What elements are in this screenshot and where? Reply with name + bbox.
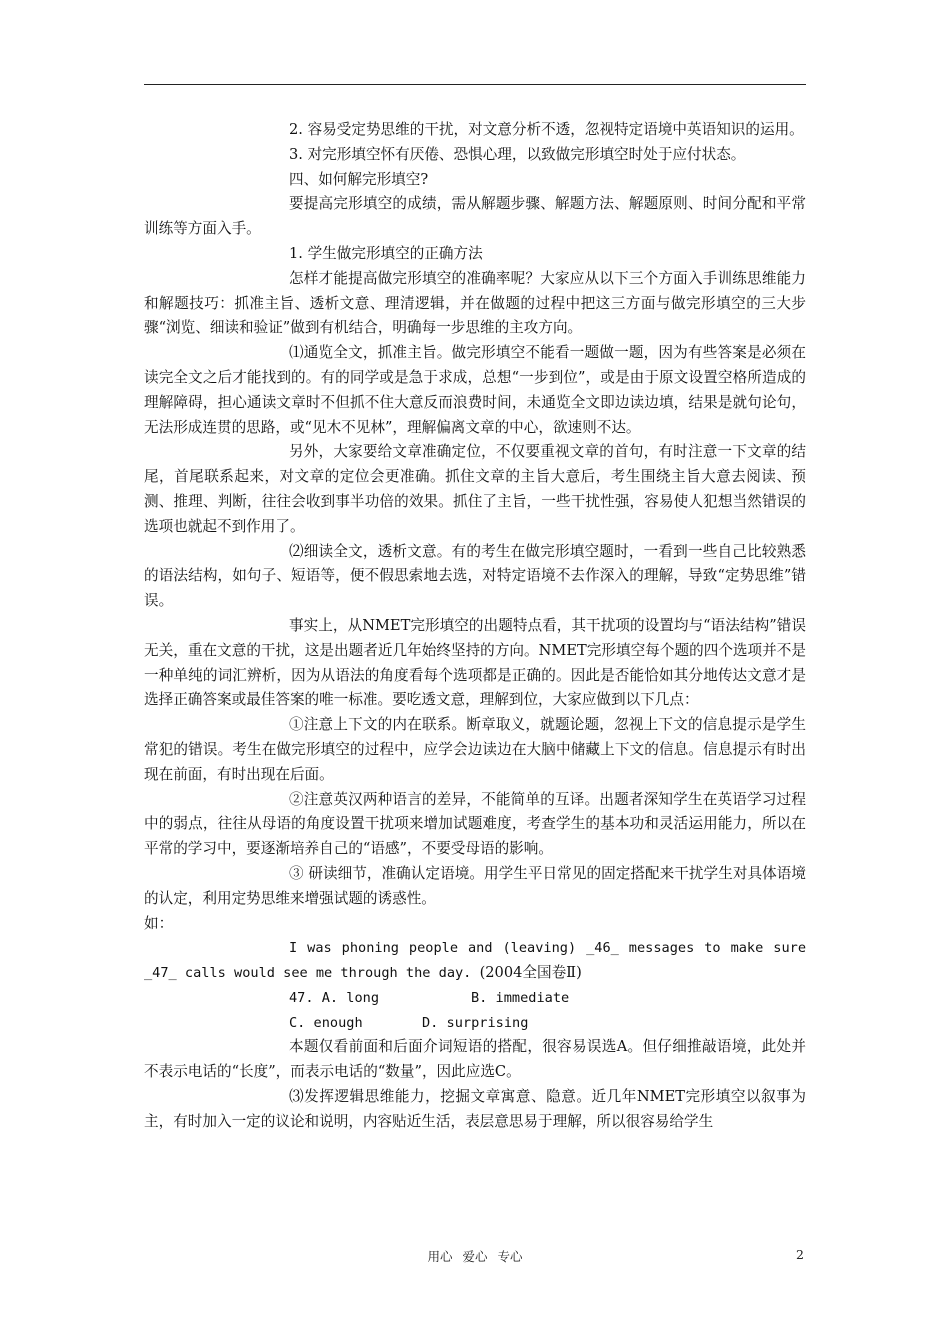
footer-motto: 用心 爱心 专心	[427, 1249, 523, 1264]
paragraph: 要提高完形填空的成绩，需从解题步骤、解题方法、解题原则、时间分配和平常训练等方面入手。	[144, 195, 806, 238]
header-rule	[144, 84, 806, 85]
option-row	[144, 986, 806, 1011]
example-source: (2004全国卷Ⅱ)	[479, 964, 582, 982]
document-body	[144, 118, 806, 1135]
example-sentence	[144, 936, 806, 986]
option-c: C. enough	[289, 1014, 363, 1031]
option-d: D. surprising	[422, 1014, 529, 1031]
page-number: 2	[796, 1247, 804, 1262]
paragraph: 本题仅看前面和后面介词短语的搭配，很容易误选A。但仔细推敲语境，此处并不表示电话的“长度”，而表示电话的“数量”，因此应选C。	[144, 1038, 806, 1081]
option-b: B. immediate	[471, 989, 570, 1006]
option-a: 47. A. long	[289, 989, 380, 1006]
paragraph: 另外，大家要给文章准确定位，不仅要重视文章的首句，有时注意一下文章的结尾，首尾联系起来，对文章的定位会更准确。抓住文章的主旨大意后，考生围绕主旨大意去阅读、预测、推理、判断，往往会收到事半功倍的效果。抓住了主旨，一些干扰性强，容易使人犯想当然错误的选项也就起不到作用了。	[144, 443, 806, 535]
paragraph: 事实上，从NMET完形填空的出题特点看，其干扰项的设置均与“语法结构”错误无关，重在文意的干扰，这是出题者近几年始终坚持的方向。NMET完形填空每个题的四个选项并不是一种单纯的词汇辨析，因为从语法的角度看每个选项都是正确的。因此是否能恰如其分地传达文意才是选择正确答案或最佳答案的唯一标准。要吃透文意，理解到位，大家应做到以下几点：	[144, 616, 806, 709]
paragraph: ①注意上下文的内在联系。断章取义，就题论题，忽视上下文的信息提示是学生常犯的错误。考生在做完形填空的过程中，应学会边读边在大脑中储藏上下文的信息。信息提示有时出现在前面，有时出现在后面。	[144, 716, 806, 783]
example-intro: 如：	[144, 914, 174, 932]
paragraph: ③ 研读细节，准确认定语境。用学生平日常见的固定搭配来干扰学生对具体语境的认定，利用定势思维来增强试题的诱惑性。	[144, 864, 806, 907]
paragraph: 2. 容易受定势思维的干扰，对文意分析不透，忽视特定语境中英语知识的运用。	[289, 121, 804, 138]
option-row	[144, 1011, 806, 1036]
paragraph: ⑴通览全文，抓准主旨。做完形填空不能看一题做一题，因为有些答案是必须在读完全文之后才能找到的。有的同学或是急于求成，总想“一步到位”，或是由于原文设置空格所造成的理解障碍，担心通读文章时不但抓不住大意反而浪费时间，未通览全文即边读边填，结果是就句论句，无法形成连贯的思路，或“见木不见林”，理解偏离文章的中心，欲速则不达。	[144, 344, 806, 436]
subsection-heading: 1. 学生做完形填空的正确方法	[289, 244, 483, 262]
example-text: I was phoning people and (leaving) _46_ messages to make sure _47_ calls would see me through the day.	[144, 940, 806, 982]
section-heading: 四、如何解完形填空?	[289, 170, 429, 188]
paragraph: 3. 对完形填空怀有厌倦、恐惧心理，以致做完形填空时处于应付状态。	[289, 145, 746, 163]
paragraph: ⑵细读全文，透析文意。有的考生在做完形填空题时，一看到一些自己比较熟悉的语法结构，如句子、短语等，便不假思索地去选，对特定语境不去作深入的理解，导致“定势思维”错误。	[144, 542, 806, 610]
paragraph: 怎样才能提高做完形填空的准确率呢？大家应从以下三个方面入手训练思维能力和解题技巧：抓准主旨、透析文意、理清逻辑，并在做题的过程中把这三方面与做完形填空的三大步骤“浏览、细读和验证”做到有机结合，明确每一步思维的主攻方向。	[144, 269, 806, 337]
paragraph: ⑶发挥逻辑思维能力，挖掘文章寓意、隐意。近几年NMET完形填空以叙事为主，有时加入一定的议论和说明，内容贴近生活，表层意思易于理解，所以很容易给学生	[144, 1088, 806, 1130]
paragraph: ②注意英汉两种语言的差异，不能简单的互译。出题者深知学生在英语学习过程中的弱点，往往从母语的角度设置干扰项来增加试题难度，考查学生的基本功和灵活运用能力，所以在平常的学习中，要逐渐培养自己的“语感”，不要受母语的影响。	[144, 790, 806, 858]
